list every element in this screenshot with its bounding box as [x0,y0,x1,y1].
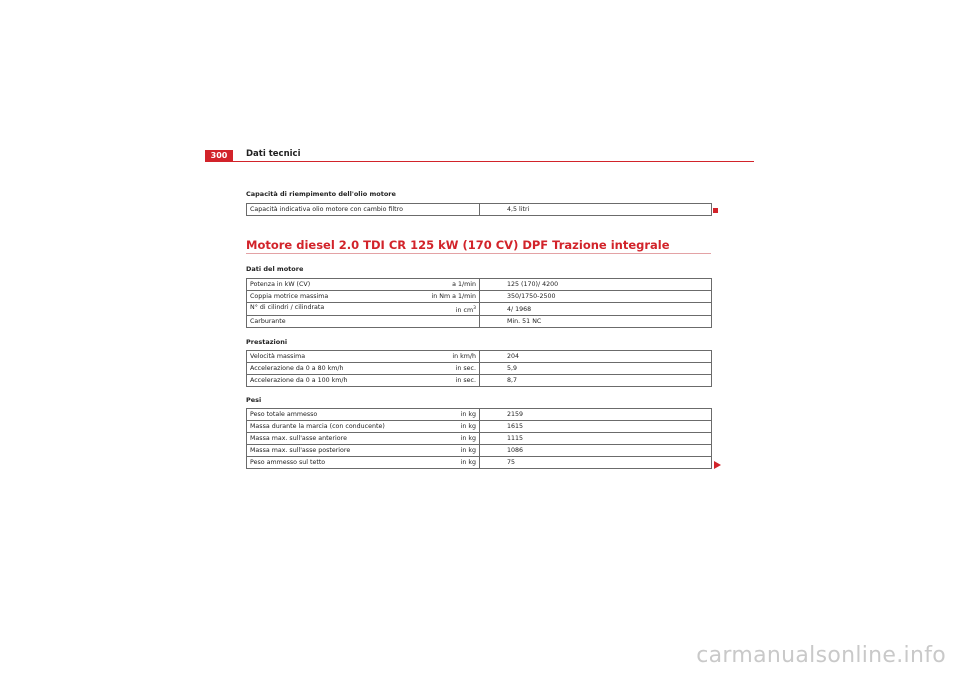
row-label: Capacità indicativa olio motore con cambio filtro [247,204,480,216]
row-unit: a 1/min [407,279,480,291]
table-row [247,433,712,445]
table-row [247,279,712,291]
weights-table [246,408,712,469]
row-label: Peso totale ammesso [247,409,407,421]
table-row [247,351,712,363]
performance-table [246,350,712,387]
row-value: 4/ 1968 [480,303,712,316]
row-value: 1615 [480,421,712,433]
row-unit [407,316,480,328]
row-label: Potenza in kW (CV) [247,279,407,291]
row-unit: in kg [407,445,480,457]
row-value: 125 (170)/ 4200 [480,279,712,291]
row-label: Accelerazione da 0 a 80 km/h [247,363,407,375]
row-label: Massa max. sull'asse posteriore [247,445,407,457]
row-label: Massa max. sull'asse anteriore [247,433,407,445]
row-label: Massa durante la marcia (con conducente) [247,421,407,433]
row-value: 5,9 [480,363,712,375]
table-row [247,363,712,375]
table-row [247,375,712,387]
oil-heading: Capacità di riempimento dell'olio motore [246,190,396,198]
row-value: 75 [480,457,712,469]
table-row [247,421,712,433]
header-rule [205,161,754,162]
row-unit: in kg [407,433,480,445]
row-value: 204 [480,351,712,363]
unit-text: in cm [455,307,474,314]
row-unit: in kg [407,457,480,469]
table-row [247,457,712,469]
table-row [247,303,712,316]
performance-heading: Prestazioni [246,338,288,346]
section-end-marker [713,208,718,213]
row-value: Min. 51 NC [480,316,712,328]
row-value: 8,7 [480,375,712,387]
row-unit [407,303,480,316]
row-label: Accelerazione da 0 a 100 km/h [247,375,407,387]
row-unit: in sec. [407,375,480,387]
row-label: Velocità massima [247,351,407,363]
row-unit: in km/h [407,351,480,363]
table-row [247,204,712,216]
row-value: 1115 [480,433,712,445]
table-row [247,409,712,421]
row-value: 350/1750-2500 [480,291,712,303]
page-number: 300 [205,150,233,162]
section-title: Motore diesel 2.0 TDI CR 125 kW (170 CV) DPF Trazione integrale [246,238,670,252]
row-unit: in kg [407,421,480,433]
row-value: 4,5 litri [480,204,712,216]
table-row [247,445,712,457]
row-label: Peso ammesso sul tetto [247,457,407,469]
unit-superscript: 3 [473,305,476,311]
row-unit: in kg [407,409,480,421]
weights-heading: Pesi [246,396,262,404]
row-value: 2159 [480,409,712,421]
row-value: 1086 [480,445,712,457]
row-unit: in sec. [407,363,480,375]
engine-table [246,278,712,328]
continue-arrow-icon [714,461,721,469]
section-rule [246,253,711,254]
engine-heading: Dati del motore [246,265,304,273]
table-row [247,291,712,303]
row-label: Carburante [247,316,407,328]
watermark: carmanualsonline.info [696,643,946,668]
row-label: Coppia motrice massima [247,291,407,303]
page-title: Dati tecnici [246,149,301,159]
oil-table [246,203,712,216]
row-unit: in Nm a 1/min [407,291,480,303]
table-row [247,316,712,328]
row-label: N° di cilindri / cilindrata [247,303,407,316]
